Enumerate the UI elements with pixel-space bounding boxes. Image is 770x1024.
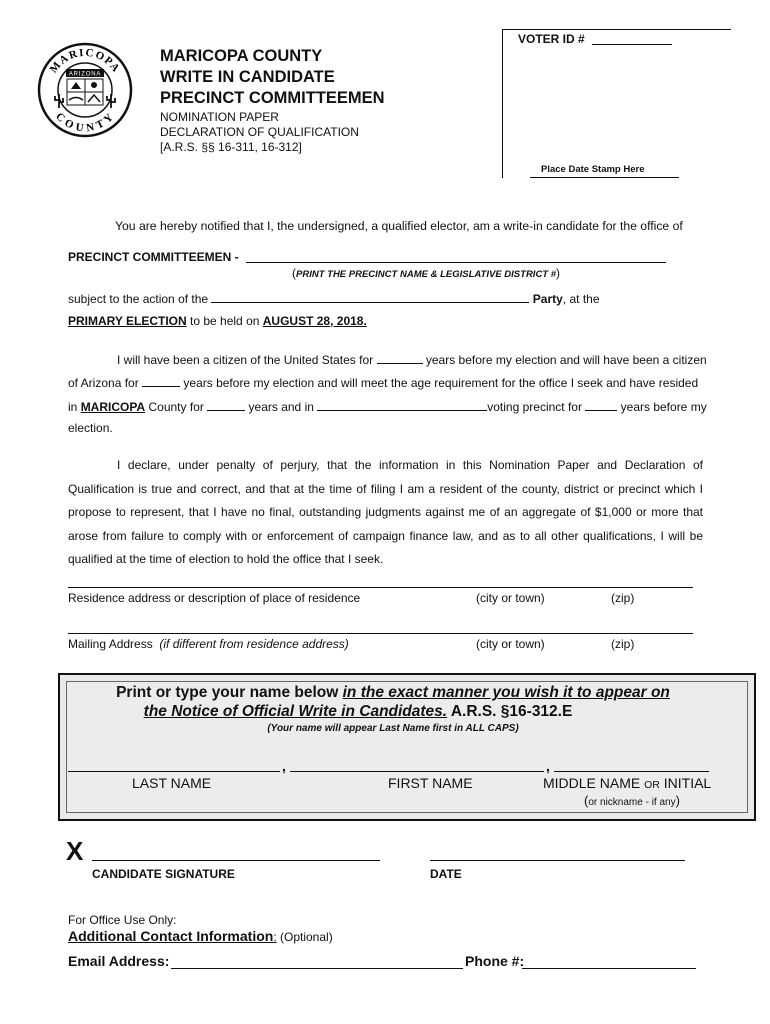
election-date: AUGUST 28, 2018. — [262, 314, 367, 328]
contact-optional: (Optional) — [276, 930, 333, 944]
citizen-3c: years and in — [248, 400, 314, 414]
voter-id-label: VOTER ID # — [518, 32, 585, 46]
phone-label: Phone #: — [465, 953, 525, 969]
voter-id-line[interactable] — [592, 44, 672, 45]
notice-statute: A.R.S. §16-312.E — [447, 703, 573, 720]
nickname-hint — [584, 792, 680, 810]
middle-name-label: MIDDLE NAME — [543, 775, 641, 791]
residence-city-label: (city or town) — [476, 591, 545, 605]
declare-5: qualified at the time of election to hold the office that I seek. — [68, 552, 384, 566]
name-instr-plain: Print or type your name below — [116, 684, 343, 701]
title-county: MARICOPA COUNTY — [160, 47, 323, 65]
subtitle-nomination: NOMINATION PAPER — [160, 110, 279, 124]
notify-text: You are hereby notified that I, the undersigned, a qualified elector, am a write-in candidate for the office of — [115, 219, 683, 233]
nickname-close: ) — [675, 793, 680, 808]
mailing-line[interactable] — [68, 633, 693, 634]
citizen-2a: of Arizona for — [68, 376, 139, 390]
subject-pre: subject to the action of the — [68, 292, 209, 306]
email-line[interactable] — [171, 968, 463, 969]
mailing-label: Mailing Address — [68, 637, 153, 651]
middle-name-line[interactable] — [554, 771, 709, 772]
county-years-input[interactable] — [207, 398, 245, 411]
name-comma-1: , — [282, 758, 286, 774]
notice-instr: the Notice of Official Write in Candidates. — [143, 703, 448, 720]
seal-bottom-text: COUNTY — [53, 110, 117, 135]
citizen-1a: I will have been a citizen of the United States for — [117, 353, 374, 367]
office-line[interactable] — [246, 262, 666, 263]
subtitle-statute: [A.R.S. §§ 16-311, 16-312] — [160, 140, 302, 154]
last-name-label: LAST NAME — [132, 775, 212, 791]
subtitle-declaration: DECLARATION OF QUALIFICATION — [160, 125, 359, 139]
title-write-in: WRITE IN CANDIDATE — [160, 68, 335, 86]
first-name-label: FIRST NAME — [388, 775, 473, 791]
date-line[interactable] — [430, 860, 685, 861]
party-label: Party — [532, 292, 563, 306]
citizen-1b: years before my election and will have been a citizen — [425, 353, 707, 367]
declare-3: propose to represent, that I have no final, outstanding judgments against me of an aggregate of $1,000 or more that — [68, 505, 703, 519]
citizen-line-3 — [68, 398, 707, 414]
party-post: , at the — [562, 292, 600, 306]
citizen-3b: County for — [145, 400, 204, 414]
residence-line[interactable] — [68, 587, 693, 588]
county-name: MARICOPA — [80, 400, 146, 414]
nickname-text: or nickname - if any — [588, 797, 676, 808]
contact-row — [68, 928, 333, 944]
citizen-3e: years before my — [620, 400, 707, 414]
citizen-2b: years before my election and will meet the age requirement for the office I seek and have resided — [183, 376, 699, 390]
email-label: Email Address: — [68, 953, 170, 969]
citizen-3d: voting precinct for — [487, 400, 582, 414]
date-label: DATE — [430, 867, 462, 881]
mailing-hint: (if different from residence address) — [159, 637, 349, 651]
declare-4: arose from failure to comply with or enforcement of campaign finance law, and as to all other qualifications, I will be — [68, 529, 703, 543]
date-stamp-box — [502, 29, 731, 178]
primary-line — [68, 314, 367, 328]
mailing-label-row — [68, 637, 349, 651]
name-comma-2: , — [546, 758, 550, 774]
citizen-4: election. — [68, 421, 113, 435]
subject-line — [68, 290, 600, 306]
name-instruction-1 — [0, 684, 770, 702]
citizen-line-2 — [68, 374, 698, 390]
declare-2: Qualification is true and correct, and that at the time of filing I am a resident of the county, district or precinct which I — [68, 482, 703, 496]
middle-name-label-row — [543, 775, 711, 791]
first-name-line[interactable] — [290, 771, 544, 772]
stamp-label: Place Date Stamp Here — [541, 164, 645, 175]
mailing-city-label: (city or town) — [476, 637, 545, 651]
last-name-line[interactable] — [68, 771, 280, 772]
precinct-years-input[interactable] — [585, 398, 617, 411]
contact-colon: : — [273, 930, 277, 944]
print-hint: (PRINT THE PRECINCT NAME & LEGISLATIVE DISTRICT #) — [292, 266, 561, 280]
citizen-line-1 — [117, 351, 707, 367]
residence-zip-label: (zip) — [611, 591, 635, 605]
seal-top-text: MARICOPA — [47, 46, 123, 76]
county-seal — [37, 42, 133, 138]
office-use-label: For Office Use Only: — [68, 913, 177, 927]
nickname-open: ( — [584, 793, 589, 808]
az-years-input[interactable] — [142, 374, 180, 387]
seal-middle-text: ARIZONA — [68, 71, 102, 78]
citizen-3a: in — [68, 400, 78, 414]
party-input[interactable] — [211, 290, 529, 303]
name-note-text: (Your name will appear Last Name first in ALL CAPS) — [267, 723, 519, 734]
stamp-underline — [530, 177, 679, 178]
signature-line[interactable] — [92, 860, 380, 861]
or-text: OR — [644, 779, 660, 791]
primary-label: PRIMARY ELECTION — [68, 314, 187, 328]
name-instruction-2 — [0, 703, 716, 721]
name-note — [0, 723, 770, 734]
precinct-name-input[interactable] — [317, 398, 487, 411]
mailing-zip-label: (zip) — [611, 637, 635, 651]
phone-line[interactable] — [522, 968, 696, 969]
office-label: PRECINCT COMMITTEEMEN - — [68, 250, 239, 264]
contact-label: Additional Contact Information — [68, 928, 274, 944]
residence-label: Residence address or description of place of residence — [68, 591, 361, 605]
seal-graphic — [37, 42, 133, 138]
initial-label: INITIAL — [663, 775, 712, 791]
held-text: to be held on — [186, 314, 263, 328]
x-mark: X — [66, 836, 84, 866]
declare-1: I declare, under penalty of perjury, that the information in this Nomination Paper and Declaration of — [117, 458, 703, 472]
print-hint-text: PRINT THE PRECINCT NAME & LEGISLATIVE DISTRICT # — [296, 269, 557, 280]
us-years-input[interactable] — [377, 351, 423, 364]
signature-label: CANDIDATE SIGNATURE — [92, 867, 235, 881]
title-committeemen: PRECINCT COMMITTEEMEN — [160, 89, 385, 107]
name-instr-underline: in the exact manner you wish it to appear on — [342, 684, 670, 701]
